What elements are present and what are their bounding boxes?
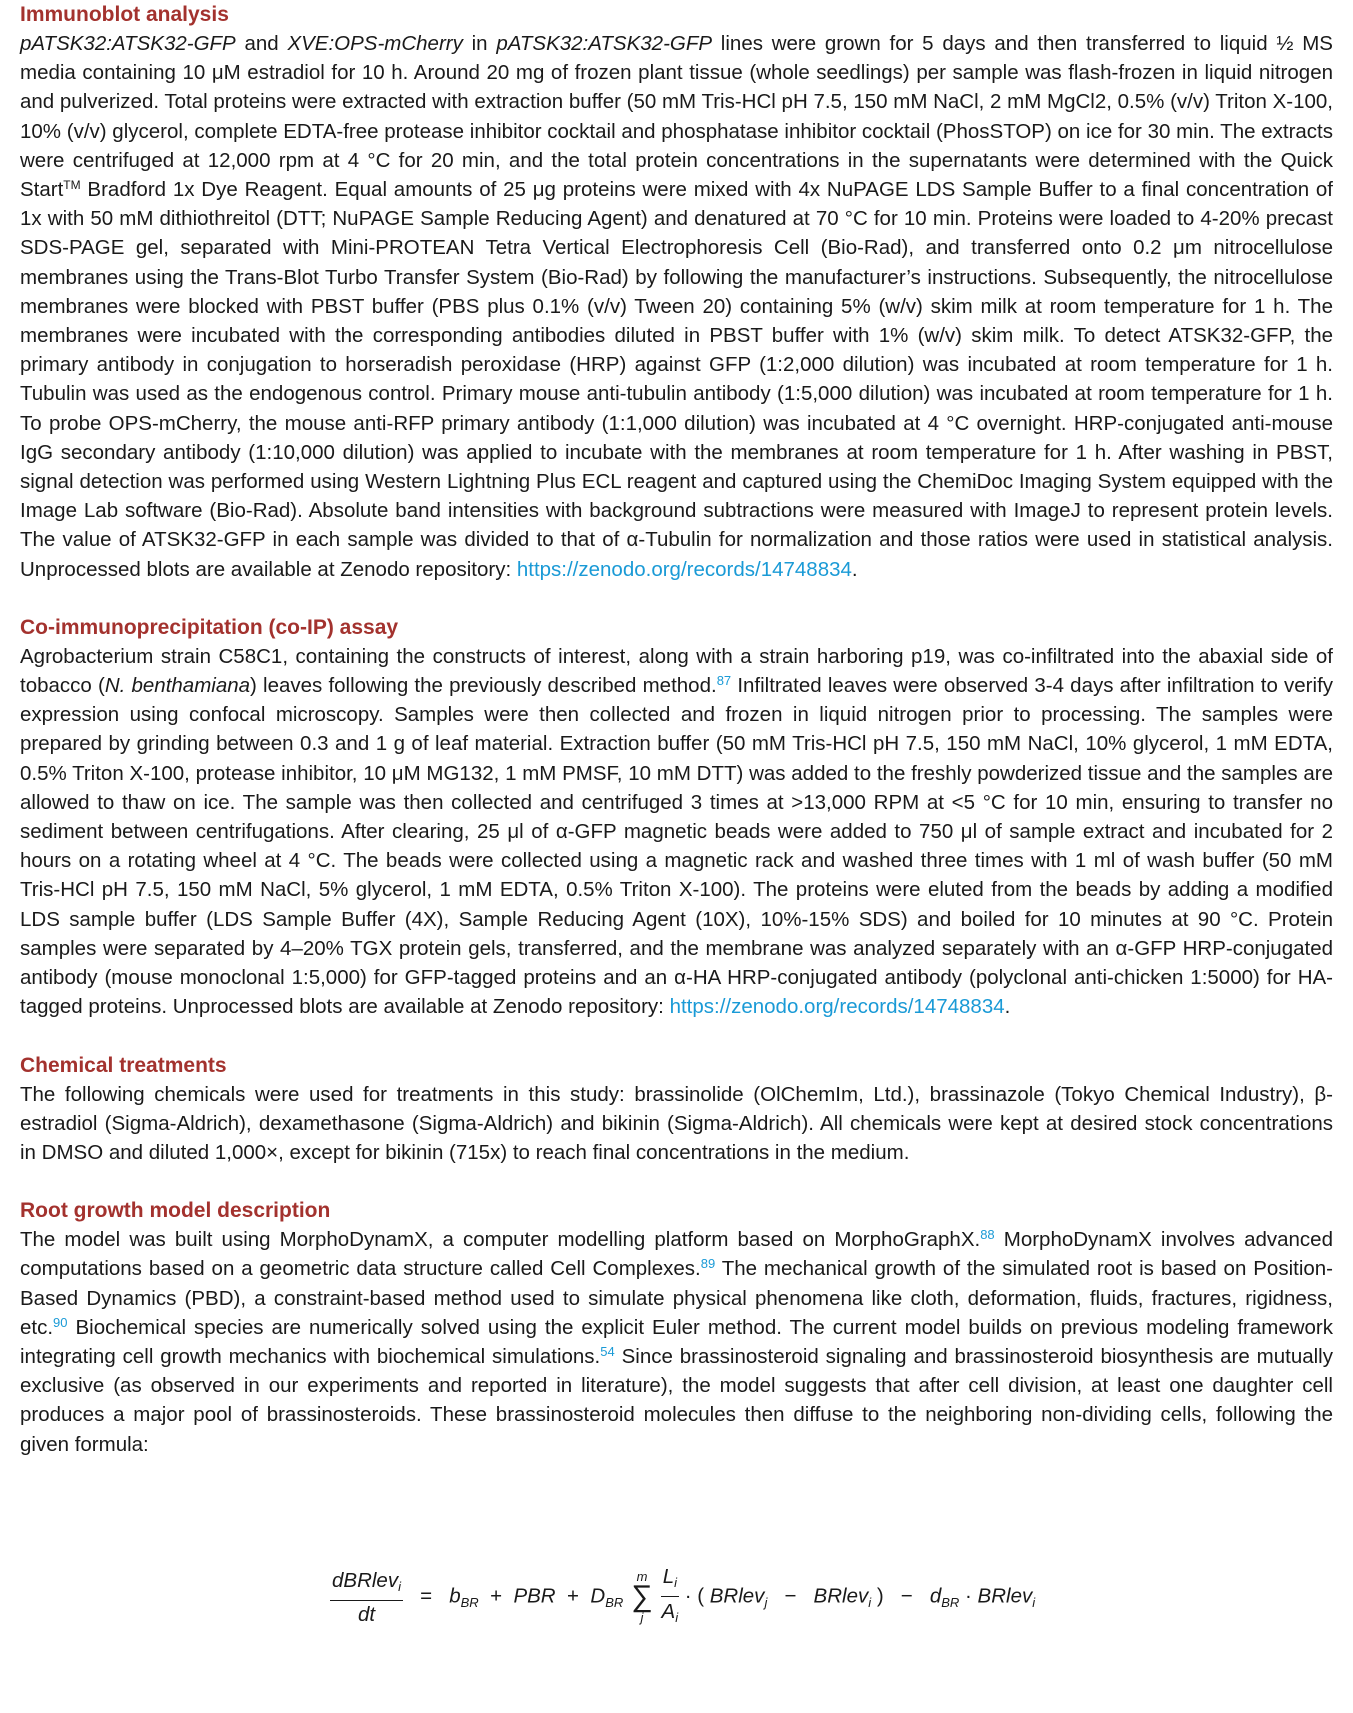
section-co-ip	[20, 613, 1333, 1022]
section-body: The model was built using MorphoDynamX, a computer modelling platform based on MorphoGraphX.$^{88}$ MorphoDynamX involves advanced computations based on a geometric data structure called Cell Complexes.$^{89}$ The mechanical growth of the simulated root is based on Position-Based Dynamics (PBD), a constraint-based method used to simulate physical phenomena like cloth, deformation, fluids, fractures, rigidness, etc.$^{90}$ Biochemical species are numerically solved using the explicit Euler method. The current model builds on previous modeling framework integrating cell growth mechanics with biochemical simulations.$^{54}$ Since brassinosteroid signaling and brassinosteroid biosynthesis are mutually exclusive (as observed in our experiments and reported in literature), the model suggests that after cell division, at least one daughter cell produces a major pool of brassinosteroids. These brassinosteroid molecules then diffuse to the neighboring non-dividing cells, following the given formula:	[20, 1227, 1334, 1456]
section-root-growth-model	[20, 1196, 1333, 1459]
inner-fraction: $\frac{L_i}{A_i}$	[661, 1562, 679, 1631]
section-heading: Immunoblot analysis	[20, 3, 229, 26]
section-body: Agrobacterium strain C58C1, containing the constructs of interest, along with a strain harboring p19, was co-infiltrated into the abaxial side of tobacco (N. benthamiana) leaves following the previously described method.$^{87}$ Infiltrated leaves were observed 3-4 days after infiltration to verify expression using confocal microscopy. Samples were then collected and frozen in liquid nitrogen prior to processing. The samples were prepared by grinding between 0.3 and 1 g of leaf material. Extraction buffer (50 mM Tris-HCl pH 7.5, 150 mM NaCl, 10% glycerol, 1 mM EDTA, 0.5% Triton X-100, protease inhibitor, 10 μM MG132, 1 mM PMSF, 10 mM DTT) was added to the freshly powderized tissue and the samples are allowed to thaw on ice. The sample was then collected and centrifuged 3 times at >13,000 RPM at <5 °C for 10 min, ensuring to transfer no sediment between centrifugations. After clearing, 25 μl of α-GFP magnetic beads were added to 750 μl of sample extract and incubated for 2 hours on a rotating wheel at 4 °C. The beads were collected using a magnetic rack and washed three times with 1 ml of wash buffer (50 mM Tris-HCl pH 7.5, 150 mM NaCl, 5% glycerol, 1 mM EDTA, 0.5% Triton X-100). The proteins were eluted from the beads by adding a modified LDS sample buffer (LDS Sample Buffer (4X), Sample Reducing Agent (10X), 10%-15% SDS) and boiled for 10 minutes at 90 °C. Protein samples were separated by 4–20% TGX protein gels, transferred, and the membrane was analyzed separately with an α-GFP HRP-conjugated antibody (mouse monoclonal 1:5,000) for GFP-tagged proteins and an α-HA HRP-conjugated antibody (polyclonal anti-chicken 1:5000) for HA-tagged proteins. Unprocessed blots are available at Zenodo repository: https://zenodo.org/records/14748834.	[20, 644, 1334, 1019]
section-body: pATSK32:ATSK32-GFP and XVE:OPS-mCherry in pATSK32:ATSK32-GFP lines were grown for 5 days and then transferred to liquid ½ MS media containing 10 μM estradiol for 10 h. Around 20 mg of frozen plant tissue (whole seedlings) per sample was flash-frozen in liquid nitrogen and pulverized. Total proteins were extracted with extraction buffer (50 mM Tris-HCl pH 7.5, 150 mM NaCl, 2 mM MgCl2, 0.5% (v/v) Triton X-100, 10% (v/v) glycerol, complete EDTA-free protease inhibitor cocktail and phosphatase inhibitor cocktail (PhosSTOP) on ice for 30 min. The extracts were centrifuged at 12,000 rpm at 4 °C for 20 min, and the total protein concentrations in the supernatants were determined with the Quick Start™ Bradford 1x Dye Reagent. Equal amounts of 25 μg proteins were mixed with 4x NuPAGE LDS Sample Buffer to a final concentration of 1x with 50 mM dithiothreitol (DTT; NuPAGE Sample Reducing Agent) and denatured at 70 °C for 10 min. Proteins were loaded to 4-20% precast SDS-PAGE gel, separated with Mini-PROTEAN Tetra Vertical Electrophoresis Cell (Bio-Rad), and transferred onto 0.2 μm nitrocellulose membranes using the Trans-Blot Turbo Transfer System (Bio-Rad) by following the manufacturer’s instructions. Subsequently, the nitrocellulose membranes were blocked with PBST buffer (PBS plus 0.1% (v/v) Tween 20) containing 5% (w/v) skim milk at room temperature for 1 h. The membranes were incubated with the corresponding antibodies diluted in PBST buffer with 1% (w/v) skim milk. To detect ATSK32-GFP, the primary antibody in conjugation to horseradish peroxidase (HRP) against GFP (1:2,000 dilution) was incubated at room temperature for 1 h. Tubulin was used as the endogenous control. Primary mouse anti-tubulin antibody (1:5,000 dilution) was incubated at room temperature for 1 h. To probe OPS-mCherry, the mouse anti-RFP primary antibody (1:1,000 dilution) was incubated at 4 °C overnight. HRP-conjugated anti-mouse IgG secondary antibody (1:10,000 dilution) was applied to incubate with the membranes at room temperature for 1 h. After washing in PBST, signal detection was performed using Western Lightning Plus ECL reagent and captured using the ChemiDoc Imaging System equipped with the Image Lab software (Bio-Rad). Absolute band intensities with background subtractions were measured with ImageJ to represent protein levels. The value of ATSK32-GFP in each sample was divided to that of α-Tubulin for normalization and those ratios were used in statistical analysis. Unprocessed blots are available at Zenodo repository: https://zenodo.org/records/14748834.	[20, 32, 1333, 581]
diffusion-equation: $\frac{dBRlev_i}{dt}$ = $b_{BR}$ + PBR + $D_{BR}$ m ∑ j $\frac{L_i}{A_i}$ · ( BRlev$_j$ − BRlev$_i$ ) − $d_{BR}$ · BRlev$_i$	[20, 1562, 1333, 1632]
section-heading: Co-immunoprecipitation (co-IP) assay	[20, 615, 399, 639]
summation: m ∑ j	[631, 1568, 653, 1625]
lhs-fraction: $\frac{dBRlev_i}{dt}$	[330, 1566, 403, 1628]
zenodo-link[interactable]: https://zenodo.org/records/14748834	[516, 557, 852, 581]
section-heading: Chemical treatments	[20, 1053, 227, 1077]
page	[20, 0, 1334, 1626]
section-chemical-treatments	[20, 1051, 1333, 1168]
section-immunoblot	[20, 0, 1333, 584]
zenodo-link[interactable]: https://zenodo.org/records/14748834	[669, 995, 1005, 1019]
section-body: The following chemicals were used for treatments in this study: brassinolide (OlChemIm, Ltd.), brassinazole (Tokyo Chemical Industry), β-estradiol (Sigma-Aldrich), dexamethasone (Sigma-Aldrich) and bikinin (Sigma-Aldrich). All chemicals were kept at desired stock concentrations in DMSO and diluted 1,000×, except for bikinin (715x) to reach final concentrations in the medium.	[20, 1082, 1333, 1164]
section-heading: Root growth model description	[20, 1199, 331, 1223]
